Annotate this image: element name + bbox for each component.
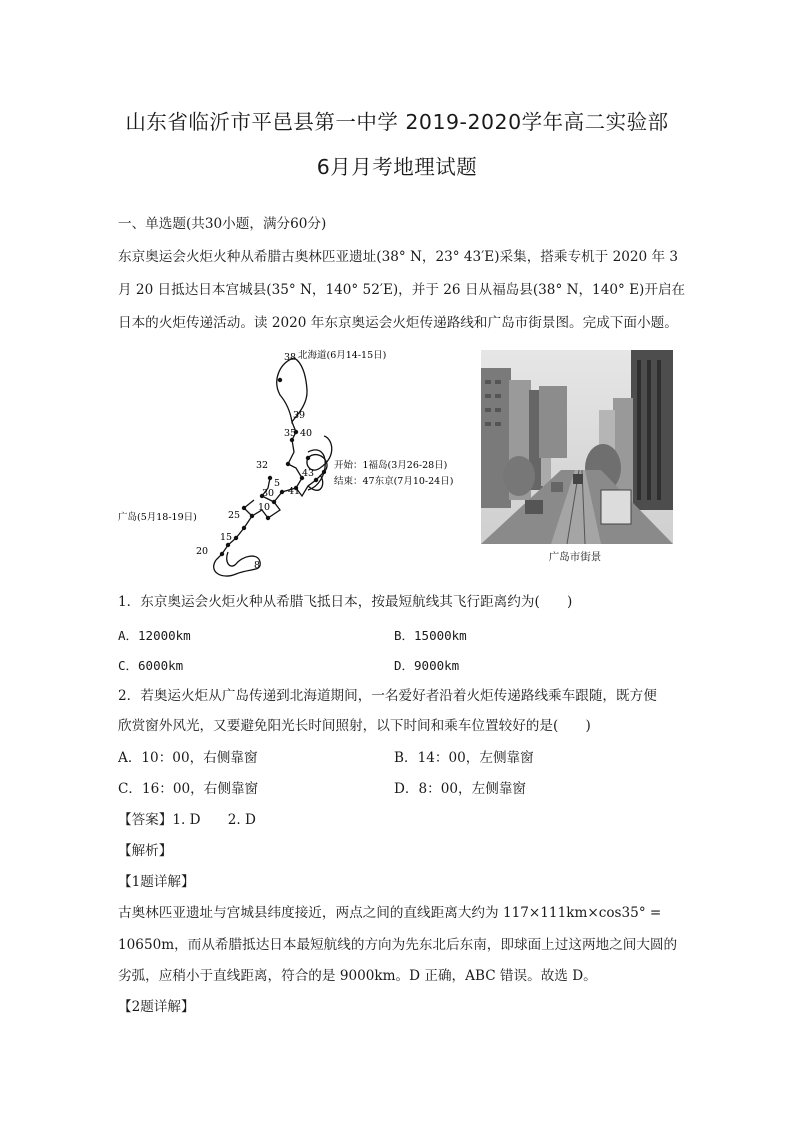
map-num-20: 20 bbox=[196, 546, 209, 557]
q2-option-d: D．8：00，左侧靠窗 bbox=[394, 781, 527, 797]
map-num-35: 35 bbox=[284, 428, 297, 439]
detail1-line-1: 古奥林匹亚遗址与宫城县纬度接近，两点之间的直线距离大约为 117×111km×cos35° = bbox=[118, 905, 662, 921]
q1-option-a: A．12000km bbox=[118, 628, 191, 643]
intro-line-3: 日本的火炬传递活动。读 2020 年东京奥运会火炬传递路线和广岛市街景图。完成下面小题。 bbox=[118, 315, 678, 331]
intro-line-2: 月 20 日抵达日本宫城县(35° N，140° 52′E)，并于 26 日从福岛县(38° N，140° E)开启在 bbox=[118, 282, 686, 298]
document-title-line1: 山东省临沂市平邑县第一中学 2019-2020学年高二实验部 bbox=[125, 110, 669, 134]
map-num-10: 10 bbox=[258, 502, 271, 513]
q2-stem-line-1: 2．若奥运火炬从广岛传递到北海道期间，一名爱好者沿着火炬传递路线乘车跟随，既方便 bbox=[118, 688, 657, 704]
map-num-32: 32 bbox=[256, 460, 269, 471]
map-num-15: 15 bbox=[220, 532, 233, 543]
map-num-5: 5 bbox=[274, 478, 281, 489]
q2-option-b: B．14：00，左侧靠窗 bbox=[394, 750, 534, 766]
detail1-title: 【1题详解】 bbox=[118, 874, 195, 890]
detail1-line-2: 10650m，而从希腊抵达日本最短航线的方向为先东北后东南，即球面上过这两地之间大圆的 bbox=[118, 937, 678, 953]
map-num-41: 41 bbox=[288, 486, 301, 497]
document-title-line2: 6月月考地理试题 bbox=[316, 155, 478, 179]
map-num-38: 38 bbox=[284, 352, 297, 363]
detail2-title: 【2题详解】 bbox=[118, 999, 195, 1015]
hiroshima-street-photo bbox=[481, 350, 673, 544]
q1-stem: 1．东京奥运会火炬火种从希腊飞抵日本，按最短航线其飞行距离约为( ) bbox=[118, 594, 573, 610]
hokkaido-label: 北海道(6月14-15日) bbox=[298, 350, 387, 361]
map-num-39: 39 bbox=[293, 410, 306, 421]
photo-caption: 广岛市街景 bbox=[548, 551, 602, 563]
map-num-30: 30 bbox=[262, 488, 275, 499]
map-num-40: 40 bbox=[300, 428, 313, 439]
section-heading: 一、单选题(共30小题，满分60分) bbox=[118, 216, 327, 232]
hiroshima-label: 广岛(5月18-19日) bbox=[118, 512, 197, 523]
answer-label: 【答案】1. D 2. D bbox=[118, 812, 256, 828]
map-num-25: 25 bbox=[228, 510, 241, 521]
q1-option-b: B．15000km bbox=[394, 628, 467, 643]
q2-option-c: C．16：00，右侧靠窗 bbox=[118, 781, 259, 797]
q1-option-c: C．6000km bbox=[118, 658, 184, 673]
map-num-43: 43 bbox=[302, 468, 315, 479]
q1-option-d: D．9000km bbox=[394, 658, 460, 673]
intro-line-1: 东京奥运会火炬火种从希腊古奥林匹亚遗址(38° N，23° 43′E)采集，搭乘专机于 2020 年 3 bbox=[118, 249, 679, 265]
q2-option-a: A．10：00，右侧靠窗 bbox=[118, 750, 258, 766]
map-num-8: 8 bbox=[254, 560, 261, 571]
analysis-label: 【解析】 bbox=[118, 843, 173, 859]
detail1-line-3: 劣弧，应稍小于直线距离，符合的是 9000km。D 正确，ABC 错误。故选 D。 bbox=[118, 968, 597, 984]
start-label: 开始：1福岛(3月26-28日) bbox=[334, 460, 448, 471]
torch-relay-map bbox=[112, 340, 472, 580]
q2-stem-line-2: 欣赏窗外风光，又要避免阳光长时间照射，以下时间和乘车位置较好的是( ) bbox=[118, 718, 591, 734]
end-label: 结束：47东京(7月10-24日) bbox=[334, 476, 454, 487]
